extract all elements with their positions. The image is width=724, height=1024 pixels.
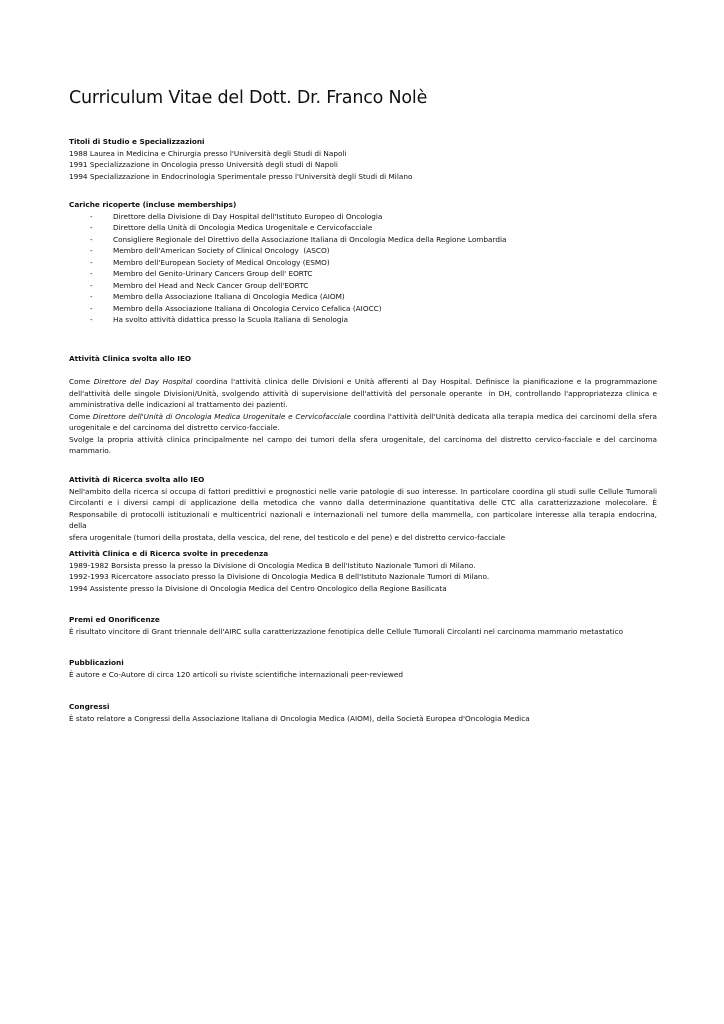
paragraph-line: Circolanti e i diversi campi di applicazione della metodica che vanno dalla determinazione quantitativa delle CTC alla caratterizzazione molecolare. È — [69, 498, 657, 507]
role-italic: Direttore del Day Hospital — [93, 377, 193, 386]
list-item: - Direttore della Divisione di Day Hospital dell'Istituto Europeo di Oncologia — [90, 211, 383, 221]
section-pubblicazioni — [69, 657, 657, 680]
paragraph-line: amministrativa delle indicazioni al trattamento dei pazienti. — [69, 400, 288, 409]
bullet-dash: - — [90, 211, 93, 221]
list-item: - Direttore della Unità di Oncologia Medica Urogenitale e Cervicofacciale — [90, 223, 373, 232]
section-heading: Titoli di Studio e Specializzazioni — [69, 137, 205, 146]
paragraph-line: Come Direttore del Day Hospital coordina l'attività clinica delle Divisioni e Unità afferenti al Day Hospital. Definisce la pianificazione e la programmazione — [69, 377, 657, 386]
list-item: 1989-1982 Borsista presso la presso la Divisione di Oncologia Medica B dell'Istituto Nazionale Tumori di Milano. — [69, 560, 476, 570]
list-item: - Consigliere Regionale del Direttivo della Associazione Italiana di Oncologia Medica della Regione Lombardia — [90, 234, 507, 244]
bullet-dash: - — [90, 269, 93, 278]
bullet-dash: - — [90, 280, 93, 290]
paragraph-line: È stato relatore a Congressi della Associazione Italiana di Oncologia Medica (AIOM), della Società Europea d'Oncologia Medica — [69, 713, 530, 723]
section-congressi — [69, 701, 657, 724]
bullet-dash: - — [90, 234, 93, 244]
section-heading: Attività di Ricerca svolta allo IEO — [69, 475, 205, 484]
list-item: 1992-1993 Ricercatore associato presso la Divisione di Oncologia Medica B dell'Istituto Nazionale Tumori di Milano. — [69, 572, 490, 581]
list-item: - Membro del Genito-Urinary Cancers Group dell' EORTC — [90, 269, 313, 278]
bullet-dash: - — [90, 257, 93, 267]
section-premi — [69, 614, 657, 637]
list-item: - Membro della Associazione Italiana di Oncologia Medica (AIOM) — [90, 292, 345, 301]
section-heading: Pubblicazioni — [69, 658, 124, 667]
page-title: Curriculum Vitae del Dott. Dr. Franco Nolè — [69, 88, 428, 108]
bullet-dash: - — [90, 223, 93, 232]
bullet-dash: - — [90, 315, 93, 324]
paragraph-line: Svolge la propria attività clinica principalmente nel campo dei tumori della sfera urogenitale, del carcinoma del distretto cervico-facciale e del carcinoma — [69, 434, 657, 444]
list-item: 1991 Specializzazione in Oncologia presso Università degli studi di Napoli — [69, 160, 338, 169]
list-item: 1988 Laurea in Medicina e Chirurgia presso l'Università degli Studi di Napoli — [69, 148, 347, 158]
paragraph-line: dell'attività delle singole Divisioni/Unità, svolgendo attività di supervisione dell'attività del personale operante in DH, controllando l'appropriatezza clinica e — [69, 388, 657, 398]
paragraph-line: Responsabile di protocolli istituzionali e multicentrici nazionali e internazionali nel tumore della mammella, con particolare interesse alla terapia endocrina, della — [69, 509, 657, 530]
list-item: - Ha svolto attività didattica presso la Scuola Italiana di Senologia — [90, 315, 349, 324]
paragraph-line: sfera urogenitale (tumori della prostata, della vescica, del rene, del testicolo e del pene) e del distretto cervico-facciale — [69, 532, 506, 542]
paragraph-line: Nell'ambito della ricerca si occupa di fattori predittivi e prognostici nelle varie patologie di suo interesse. In particolare coordina gli studi sulle Cellule Tumorali — [69, 486, 657, 496]
bullet-dash: - — [90, 303, 93, 313]
list-item: 1994 Assistente presso la Divisione di Oncologia Medica del Centro Oncologico della Regione Basilicata — [69, 583, 447, 593]
list-item: - Membro del Head and Neck Cancer Group dell'EORTC — [90, 280, 309, 290]
section-heading: Attività Clinica e di Ricerca svolte in precedenza — [69, 549, 269, 558]
bullet-dash: - — [90, 292, 93, 301]
section-heading: Attività Clinica svolta allo IEO — [69, 354, 192, 363]
role-italic: Direttore dell'Unità di Oncologia Medica Urogenitale e Cervicofacciale — [92, 411, 351, 421]
section-precedenza — [69, 548, 657, 594]
paragraph-line: È risultato vincitore di Grant triennale dell'AIRC sulla caratterizzazione fenotipica delle Cellule Tumorali Circolanti nel carcinoma mammario metastatico — [69, 626, 624, 636]
section-clinica-ieo — [69, 353, 657, 365]
paragraph-line: È autore e Co-Autore di circa 120 articoli su riviste scientifiche internazionali peer-reviewed — [69, 669, 403, 679]
section-heading: Congressi — [69, 702, 110, 711]
list-item: - Membro della Associazione Italiana di Oncologia Cervico Cefalica (AIOCC) — [90, 303, 382, 313]
bullet-dash: - — [90, 246, 93, 255]
section-heading: Premi ed Onorificenze — [69, 615, 160, 624]
section-heading: Cariche ricoperte (incluse memberships) — [69, 200, 237, 209]
section-cariche — [69, 199, 657, 326]
section-ricerca-ieo — [69, 474, 657, 543]
list-item: - Membro dell'American Society of Clinical Oncology (ASCO) — [90, 246, 330, 255]
paragraph-line: Come Direttore dell'Unità di Oncologia Medica Urogenitale e Cervicofacciale coordina l'attività dell'Unità dedicata alla terapia medica dei carcinomi della sfera — [69, 411, 657, 421]
section-titoli — [69, 136, 657, 182]
paragraph-line: urogenitale e del carcinoma del distretto cervico-facciale. — [69, 423, 280, 432]
list-item: 1994 Specializzazione in Endocrinologia Sperimentale presso l'Università degli Studi di Milano — [69, 171, 413, 181]
section-clinica-ieo-body — [69, 376, 657, 457]
paragraph-line: mammario. — [69, 446, 111, 455]
list-item: - Membro dell'European Society of Medical Oncology (ESMO) — [90, 257, 330, 267]
